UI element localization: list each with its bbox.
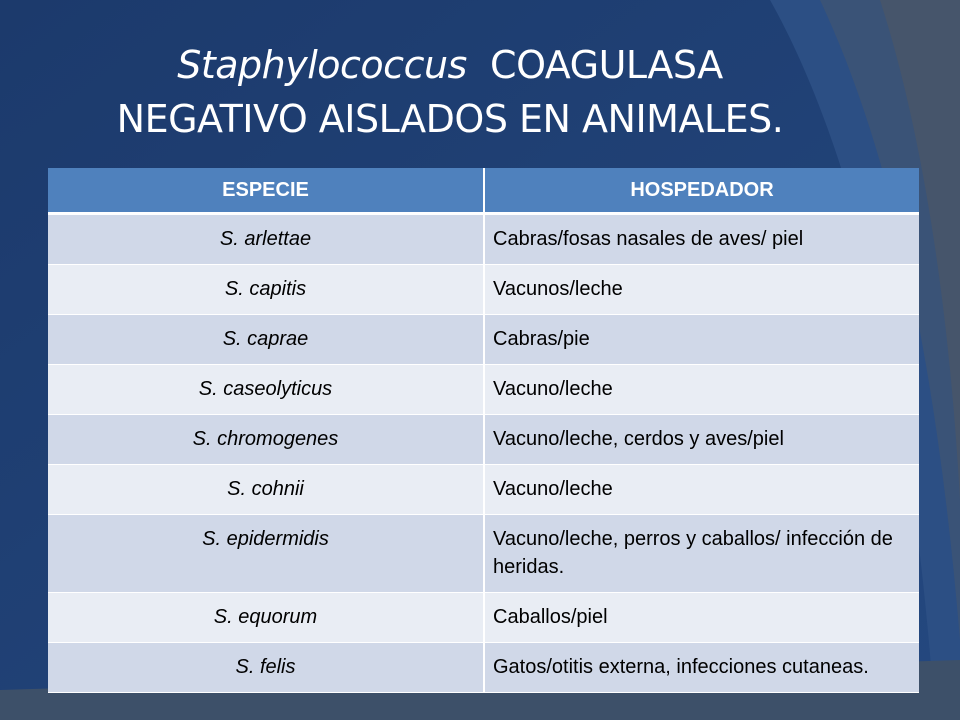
- cell-especie: S. caprae: [48, 315, 484, 365]
- table-row: [48, 593, 919, 643]
- cell-especie: S. equorum: [48, 593, 484, 643]
- cell-hospedador: Vacuno/leche, cerdos y aves/piel: [484, 415, 919, 465]
- header-hospedador: HOSPEDADOR: [484, 168, 919, 214]
- cell-hospedador: Cabras/fosas nasales de aves/ piel: [484, 214, 919, 265]
- cell-especie: S. capitis: [48, 265, 484, 315]
- cell-hospedador: Caballos/piel: [484, 593, 919, 643]
- cell-hospedador: Cabras/pie: [484, 315, 919, 365]
- table-row: [48, 415, 919, 465]
- table-row: [48, 365, 919, 415]
- title-line2: NEGATIVO AISLADOS EN ANIMALES.: [116, 97, 784, 141]
- table-header-row: [48, 168, 919, 214]
- table-row: [48, 214, 919, 265]
- title-genus: Staphylococcus: [177, 43, 467, 87]
- species-table: [48, 168, 919, 693]
- table-row: [48, 315, 919, 365]
- cell-hospedador: Gatos/otitis externa, infecciones cutaneas.: [484, 643, 919, 693]
- header-especie: ESPECIE: [48, 168, 484, 214]
- cell-especie: S. caseolyticus: [48, 365, 484, 415]
- cell-especie: S. epidermidis: [48, 515, 484, 593]
- table-row: [48, 515, 919, 593]
- cell-hospedador: Vacuno/leche, perros y caballos/ infección de heridas.: [484, 515, 919, 593]
- cell-hospedador: Vacuno/leche: [484, 365, 919, 415]
- table-row: [48, 643, 919, 693]
- cell-hospedador: Vacuno/leche: [484, 465, 919, 515]
- slide-title: [0, 38, 900, 146]
- cell-especie: S. cohnii: [48, 465, 484, 515]
- table-row: [48, 265, 919, 315]
- table-row: [48, 465, 919, 515]
- cell-especie: S. felis: [48, 643, 484, 693]
- cell-hospedador: Vacunos/leche: [484, 265, 919, 315]
- cell-especie: S. chromogenes: [48, 415, 484, 465]
- title-line1-rest: COAGULASA: [490, 43, 723, 87]
- cell-especie: S. arlettae: [48, 214, 484, 265]
